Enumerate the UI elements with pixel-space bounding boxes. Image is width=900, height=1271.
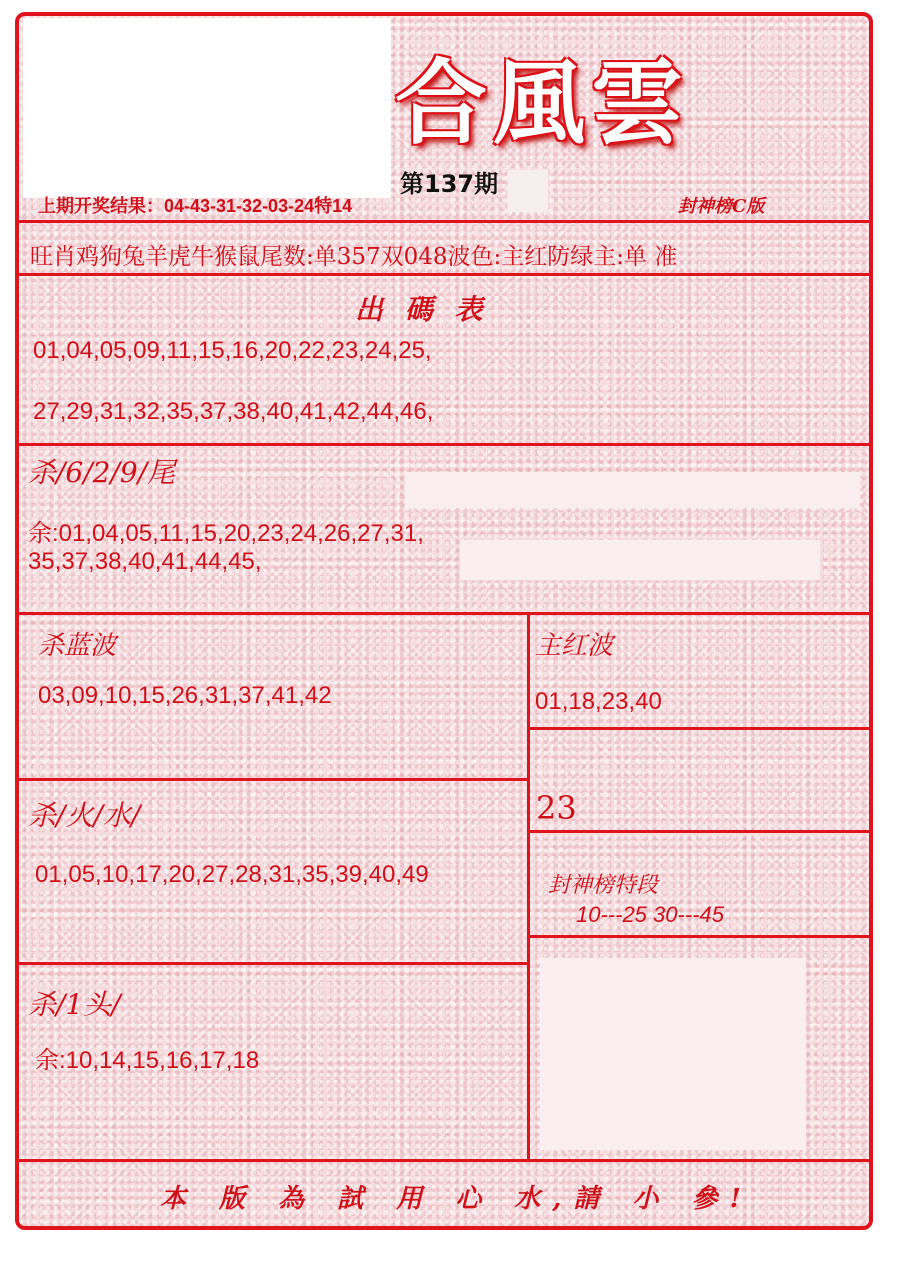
last-result: 上期开奖结果：04-43-31-32-03-24特14 — [38, 196, 353, 216]
divider — [19, 612, 869, 615]
kill-tail-label: 杀/6/2/9/尾 — [28, 456, 176, 489]
code-table-line-1: 01,04,05,09,11,15,16,20,22,23,24,25, — [33, 337, 432, 364]
divider — [527, 727, 869, 730]
blank-area — [540, 958, 806, 1150]
code-table-title: 出 碼 表 — [355, 293, 489, 326]
kill-fire-water-numbers: 01,05,10,17,20,27,28,31,35,39,40,49 — [35, 861, 429, 888]
divider — [19, 443, 869, 446]
kill-blue-numbers: 03,09,10,15,26,31,37,41,42 — [38, 682, 332, 709]
issue-blank — [508, 170, 548, 212]
special-range-value: 10---25 30---45 — [576, 902, 724, 927]
divider — [19, 962, 529, 965]
issue-number: 第137期 — [400, 170, 499, 198]
kill-head-numbers: 余:10,14,15,16,17,18 — [35, 1047, 260, 1074]
kill-tail-line-1: 余:01,04,05,11,15,20,23,24,26,27,31, — [28, 520, 424, 547]
divider — [527, 935, 869, 938]
blank-area — [405, 472, 860, 508]
special-range-label: 封神榜特段 — [548, 873, 659, 898]
divider — [527, 830, 869, 833]
code-table-line-2: 27,29,31,32,35,37,38,40,41,42,44,46, — [33, 398, 434, 425]
divider — [19, 273, 869, 276]
blank-area — [460, 540, 820, 580]
edition-label: 封神榜C版 — [678, 196, 765, 217]
zodiac-row: 旺肖鸡狗兔羊虎牛猴鼠尾数:单357双048波色:主红防绿主:单 准 — [30, 244, 678, 270]
page-title: 合風雲 — [395, 49, 690, 157]
header-blank-area — [23, 18, 391, 198]
footer-note: 本 版 為 試 用 心 水,請 小 參! — [160, 1184, 753, 1214]
column-divider — [527, 612, 530, 1160]
kill-tail-line-2: 35,37,38,40,41,44,45, — [28, 548, 262, 575]
kill-fire-water-label: 杀/火/水/ — [28, 799, 141, 832]
divider — [19, 778, 529, 781]
divider — [19, 1159, 869, 1162]
kill-blue-label: 杀蓝波 — [38, 631, 117, 661]
main-red-label: 主红波 — [535, 631, 614, 661]
single-number: 23 — [536, 789, 577, 827]
divider — [19, 220, 869, 223]
main-red-numbers: 01,18,23,40 — [535, 688, 662, 715]
kill-head-label: 杀/1头/ — [28, 988, 121, 1021]
